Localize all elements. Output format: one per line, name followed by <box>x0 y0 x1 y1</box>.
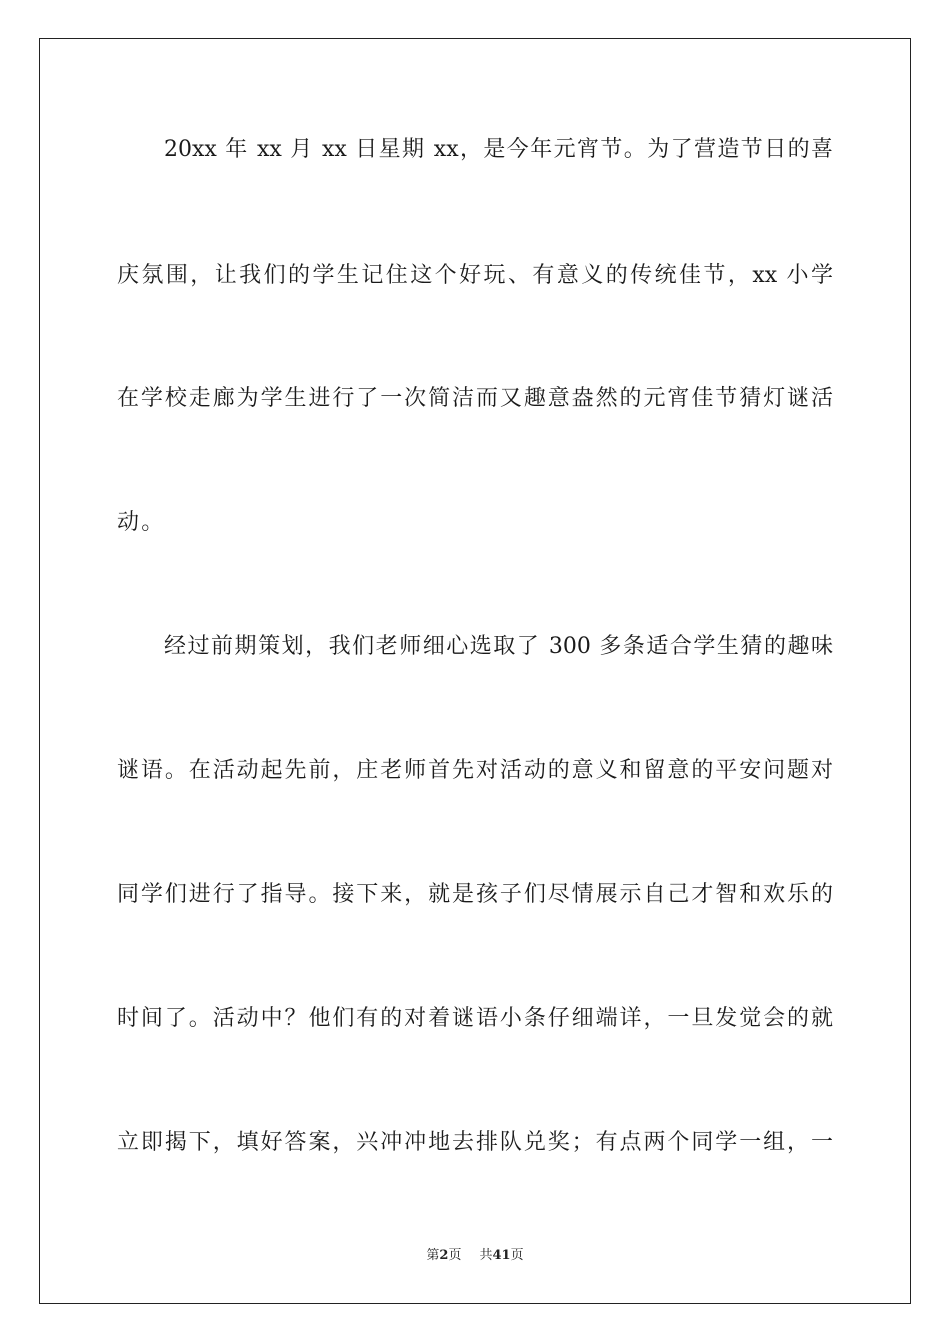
paragraph-1-line-4: 动。 <box>117 510 166 535</box>
page-prefix: 第 <box>426 1248 440 1263</box>
page-suffix: 页 <box>448 1248 462 1263</box>
paragraph-2-line-2: 谜语。在活动起先前，庄老师首先对活动的意义和留意的平安问题对 <box>117 758 833 783</box>
page-number: 2 <box>439 1248 449 1263</box>
total-suffix: 页 <box>510 1248 524 1263</box>
paragraph-1-line-3: 在学校走廊为学生进行了一次简洁而又趣意盎然的元宵佳节猜灯谜活 <box>117 386 833 411</box>
paragraph-2-line-5: 立即揭下，填好答案，兴冲冲地去排队兑奖；有点两个同学一组，一 <box>117 1130 833 1155</box>
paragraph-1-line-2: 庆氛围，让我们的学生记住这个好玩、有意义的传统佳节，xx 小学 <box>117 263 833 288</box>
paragraph-1-line-1: 20xx 年 xx 月 xx 日星期 xx，是今年元宵节。为了营造节日的喜 <box>164 137 833 162</box>
total-prefix: 共 <box>479 1248 493 1263</box>
paragraph-2-line-4: 时间了。活动中？他们有的对着谜语小条仔细端详，一旦发觉会的就 <box>117 1006 833 1031</box>
paragraph-2-line-1: 经过前期策划，我们老师细心选取了 300 多条适合学生猜的趣味 <box>164 634 833 659</box>
page-border <box>39 38 911 1304</box>
page-footer <box>0 1247 950 1265</box>
paragraph-2-line-3: 同学们进行了指导。接下来，就是孩子们尽情展示自己才智和欢乐的 <box>117 882 833 907</box>
total-pages: 41 <box>492 1248 511 1263</box>
